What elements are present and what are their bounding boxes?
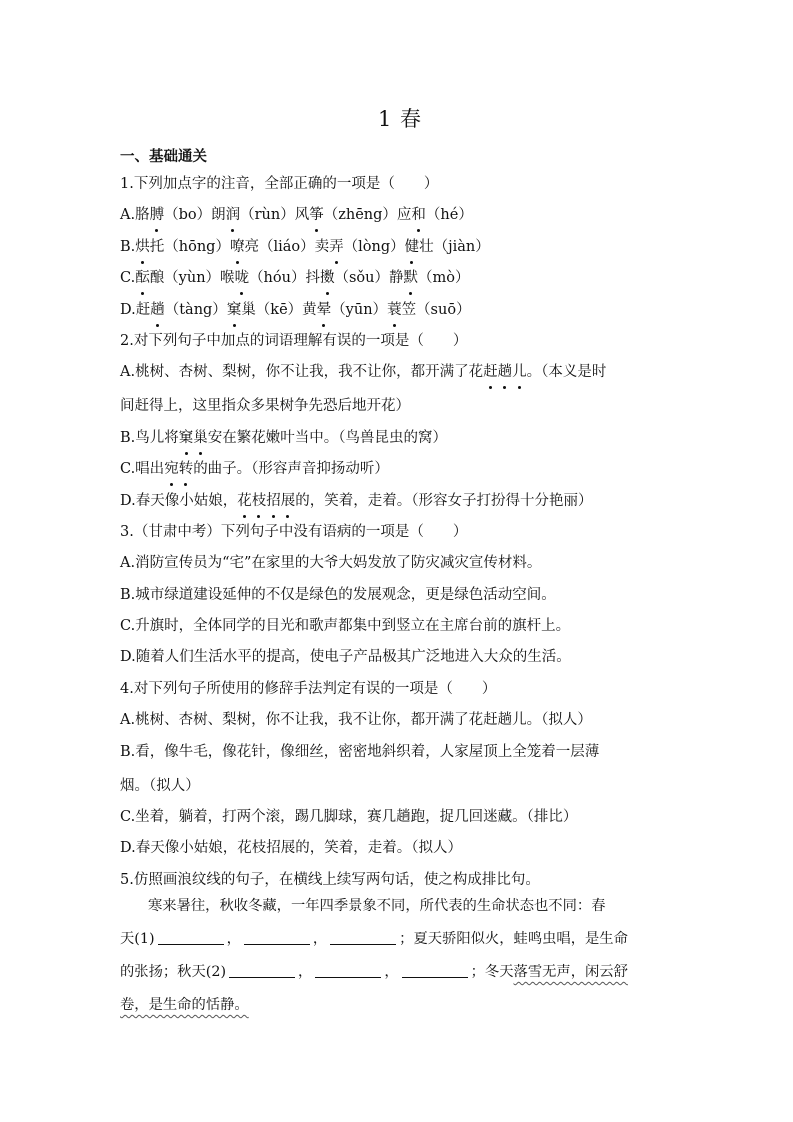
- q4-option-d: D.春天像小姑娘，花枝招展的，笑着，走着。（拟人）: [120, 840, 462, 857]
- q1-option-c: C.酝酿（yùn）喉咙（hóu）抖擞（sǒu）静默（mò）: [120, 266, 680, 297]
- q2-option-c: C.唱出宛转的曲子。（形容声音抑扬动听）: [120, 457, 680, 488]
- q5-passage-line3: [120, 956, 680, 989]
- questions: [120, 172, 680, 899]
- q3-stem: 3.（甘肃中考）下列句子中没有语病的一项是（ ）: [120, 523, 468, 540]
- q5-stem: 5.仿照画浪纹线的句子，在横线上续写两句话，使之构成排比句。: [120, 871, 540, 888]
- answer-blank-1b[interactable]: [244, 928, 310, 945]
- q4-option-c: C.坐着，躺着，打两个滚，踢几脚球，赛几趟跑，捉几回迷藏。（排比）: [120, 809, 578, 826]
- q5-text-2: ；夏天骄阳似火，蛙鸣虫唱，是生命: [399, 931, 628, 947]
- q1-option-a: A.胳膊（bo）朗润（rùn）风筝（zhēng）应和（hé）: [120, 203, 680, 234]
- comma: ，: [312, 931, 328, 947]
- q1-stem: 1.下列加点字的注音，全部正确的一项是（ ）: [120, 176, 439, 192]
- wavy-underline-text: 落雪无声，闲云舒: [513, 964, 628, 980]
- comma: ，: [226, 931, 241, 947]
- answer-blank-2a[interactable]: [229, 961, 295, 978]
- q2-option-b: B.鸟儿将窠巢安在繁花嫩叶当中。（鸟兽昆虫的窝）: [120, 426, 680, 457]
- q4-option-a: A.桃树、杏树、梨树，你不让我，我不让你，都开满了花赶趟儿。（拟人）: [120, 712, 592, 729]
- q1-option-b: B.烘托（hōng）嘹亮（liáo）卖弄（lòng）健壮（jiàn）: [120, 235, 680, 266]
- q4-option-b-line2: 烟。（拟人）: [120, 777, 200, 794]
- answer-blank-1c[interactable]: [330, 928, 396, 945]
- q2-stem: 2.对下列句子中加点的词语理解有误的一项是（ ）: [120, 332, 468, 349]
- answer-blank-2b[interactable]: [315, 961, 381, 978]
- answer-blank-1a[interactable]: [158, 928, 224, 945]
- q5-passage-line1: 寒来暑往，秋收冬藏，一年四季景象不同，所代表的生命状态也不同：春: [148, 898, 606, 914]
- q5-text-3: ；冬天: [470, 964, 514, 980]
- q2-option-a-line1: A.桃树、杏树、梨树，你不让我，我不让你，都开满了花赶趟儿。（本义是时: [120, 360, 680, 394]
- q3-option-d: D.随着人们生活水平的提高，使电子产品极其广泛地进入大众的生活。: [120, 649, 571, 666]
- wavy-underline-text: 卷，是生命的恬静。: [120, 997, 249, 1013]
- q3-option-c: C.升旗时，全体同学的目光和歌声都集中到竖立在主席台前的旗杆上。: [120, 618, 571, 635]
- q5-label-1: 天(1): [120, 931, 155, 947]
- q5-passage-line4: [120, 989, 680, 1022]
- q2-option-a-line2: 间赶得上，这里指众多果树争先恐后地开花）: [120, 398, 410, 415]
- answer-blank-2c[interactable]: [402, 961, 468, 978]
- comma: ，: [384, 964, 399, 980]
- section-heading: 一、基础通关: [120, 149, 207, 165]
- q5-label-2: 的张扬；秋天(2): [120, 964, 227, 980]
- q5-passage-line2: [120, 923, 680, 956]
- page-title: 1 春: [377, 107, 423, 131]
- q5-passage: [120, 890, 680, 1022]
- q4-stem: 4.对下列句子所使用的修辞手法判定有误的一项是（ ）: [120, 680, 497, 697]
- comma: ，: [298, 964, 313, 980]
- q4-option-b-line1: B.看，像牛毛，像花针，像细丝，密密地斜织着，人家屋顶上全笼着一层薄: [120, 743, 600, 760]
- q3-option-b: B.城市绿道建设延伸的不仅是绿色的发展观念，更是绿色活动空间。: [120, 586, 556, 603]
- q1-option-d: D.赶趟（tàng）窠巢（kē）黄晕（yūn）蓑笠（suō）: [120, 298, 680, 329]
- q3-option-a: A.消防宣传员为“宅”在家里的大爷大妈发放了防灾减灾宣传材料。: [120, 555, 542, 572]
- q2-option-d: D.春天像小姑娘，花枝招展的，笑着，走着。（形容女子打扮得十分艳丽）: [120, 489, 680, 520]
